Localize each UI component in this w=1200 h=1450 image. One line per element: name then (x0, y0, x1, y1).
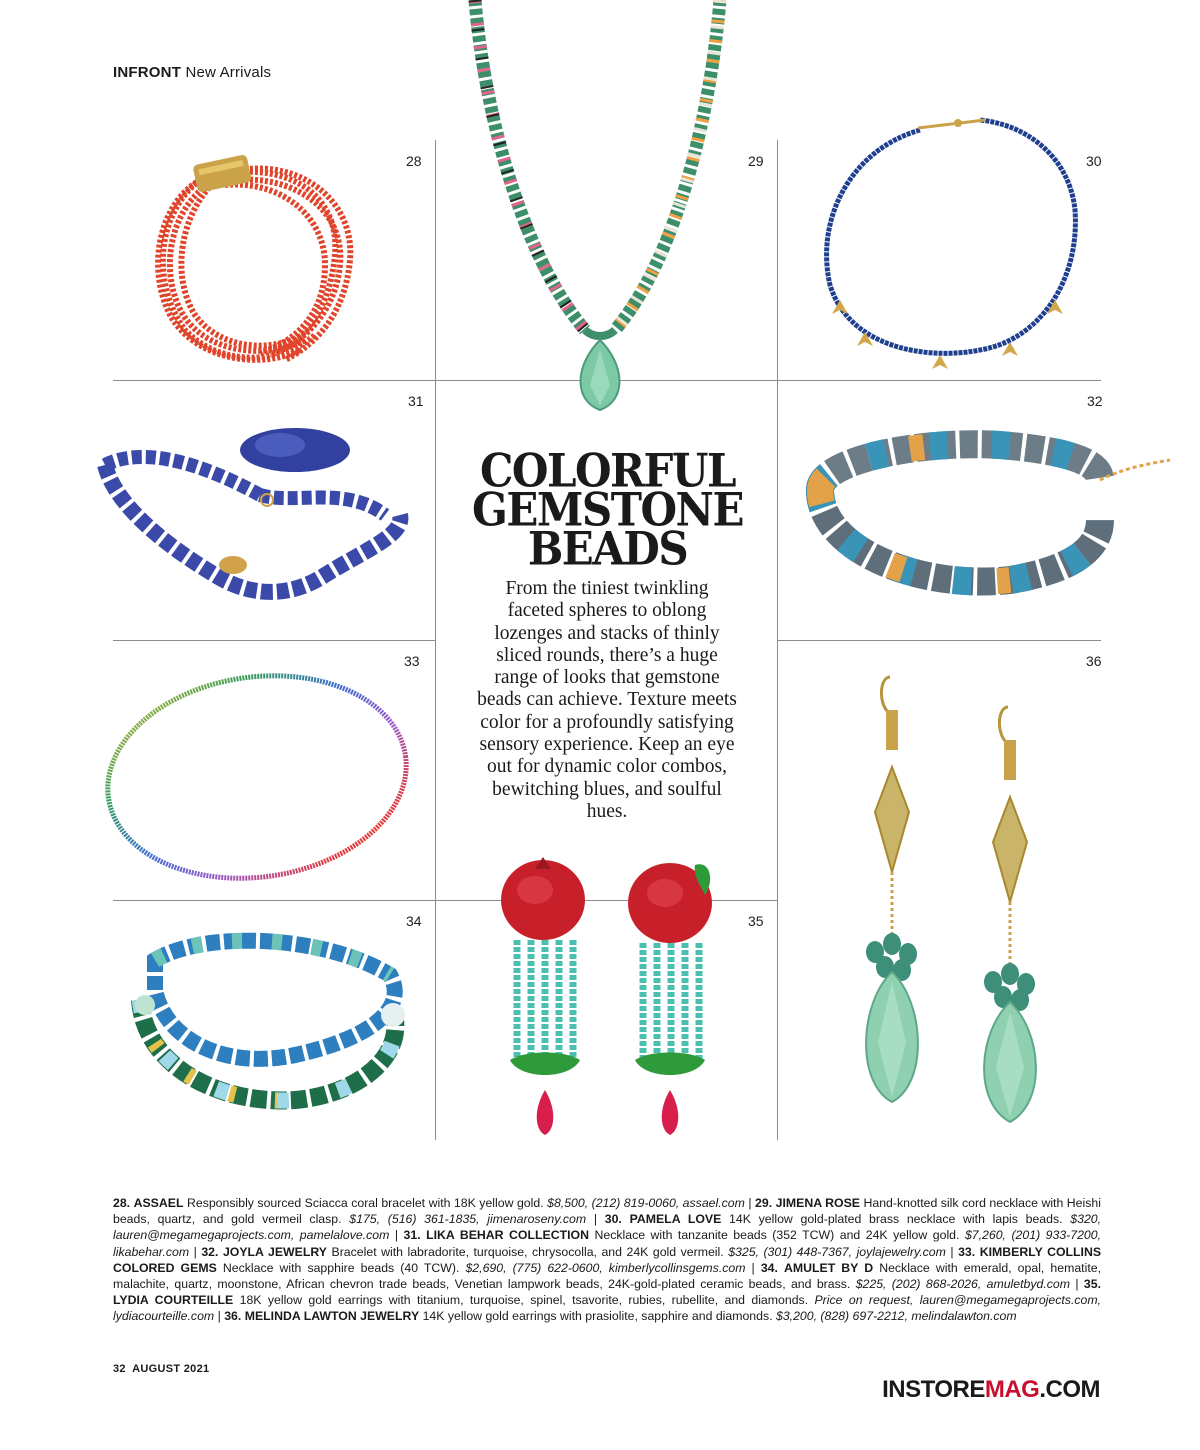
credit-description: 14K yellow gold-plated brass necklace with lapis beads. (729, 1212, 1063, 1227)
issue-date: AUGUST 2021 (132, 1363, 210, 1375)
credit-brand: PAMELA LOVE (629, 1212, 722, 1227)
credit-number: 35. (1083, 1277, 1102, 1292)
feature-title-line: COLORFUL (479, 444, 735, 498)
credit-brand: AMULET BY D (784, 1260, 874, 1275)
item-number-36: 36 (1086, 653, 1102, 669)
grid-rule-h2b (777, 640, 1101, 641)
credit-number: 36. (224, 1309, 242, 1324)
credit-price: $8,500, (212) 819-0060, assael.com (547, 1196, 745, 1210)
item-number-32: 32 (1087, 393, 1103, 409)
credit-brand: KIMBERLY COLLINS COLORED GEMS (113, 1244, 1102, 1275)
feature-title (470, 444, 745, 576)
item-number-33: 33 (404, 653, 420, 669)
credit-28 (113, 1196, 745, 1210)
tanzanite-necklace-image (85, 425, 415, 610)
grid-rule-v1 (435, 140, 436, 1140)
sapphire-rainbow-necklace-image (100, 670, 415, 885)
item-number-28: 28 (406, 153, 422, 169)
credit-number: 32. (201, 1244, 219, 1259)
site-logo-tail: .COM (1039, 1376, 1100, 1403)
section-header (113, 64, 271, 81)
feature-title-line: GEMSTONE (472, 483, 743, 537)
credit-price: $320, lauren@megamegaprojects.com, pamelalove.com (113, 1212, 1102, 1243)
credit-number: 33. (958, 1244, 976, 1259)
grid-rule-h2a (113, 640, 435, 641)
item-number-30: 30 (1086, 153, 1102, 169)
credit-description: Necklace with sapphire beads (40 TCW). (222, 1260, 460, 1275)
multi-bead-necklace-image (125, 920, 415, 1135)
product-credits: 28. ASSAEL Responsibly sourced Sciacca coral bracelet with 18K yellow gold. $8,500, (212) 819-0060, assael.com | 29. JIMENA ROSE Hand-knotted silk cord necklace with Heishi beads, quartz, and gold vermeil clasp. $175, (516) 361-1835, jimenaroseny.com | 30. PAMELA LOVE 14K yellow gold-plated brass necklace with lapis beads. $320, lauren@megamegaprojects.com, pamelalove.com | 31. LIKA BEHAR COLLECTION Necklace with tanzanite beads (352 TCW) and 24K yellow gold. $7,260, (201) 933-7200, likabehar.com | 32. JOYLA JEWELRY Bracelet with labradorite, turquoise, chrysocolla, and 24K gold vermeil. $325, (301) 448-7367, joylajewelry.com | 33. KIMBERLY COLLINS COLORED GEMS Necklace with sapphire beads (40 TCW). $2,690, (775) 622-0600, kimberlycollinsgems.com | 34. AMULET BY D Necklace with emerald, opal, hematite, malachite, quartz, moonstone, African chevron trade beads, Venetian lampwork beads, 24K-gold-plated ceramic beads, and brass. $225, (202) 868-2026, amuletbyd.com | 35. LYDIA COURTEILLE 18K yellow gold earrings with titanium, turquoise, spinel, tsavorite, rubies, rubellite, and diamonds. Price on request, lauren@megamegaprojects.com, lydiacourteille.com | 36. MELINDA LAWTON JEWELRY 14K yellow gold earrings with prasiolite, sapphire and diamonds. $3,200, (828) 697-2212, melindalawton.com (113, 1196, 1102, 1324)
credit-number: 31. (403, 1228, 421, 1243)
credit-description: Responsibly sourced Sciacca coral bracelet with 18K yellow gold. (186, 1196, 544, 1210)
credit-description: Necklace with emerald, opal, hematite, malachite, quartz, moonstone, African chevron trade beads, Venetian lampwork beads, 24K-gold-plated ceramic beads, and brass. (113, 1260, 1101, 1292)
site-logo[interactable] (882, 1376, 1100, 1404)
credit-brand: ASSAEL (133, 1196, 184, 1210)
credit-price: $175, (516) 361-1835, jimenaroseny.com (349, 1212, 587, 1227)
credit-price: Price on request, lauren@megamegaprojects.com, lydiacourteille.com (113, 1293, 1102, 1324)
labradorite-turquoise-bracelet-image (800, 430, 1180, 605)
credit-brand: LIKA BEHAR COLLECTION (426, 1228, 589, 1243)
credit-description: Bracelet with labradorite, turquoise, chrysocolla, and 24K gold vermeil. (331, 1244, 724, 1259)
credit-price: $7,260, (201) 933-7200, likabehar.com (113, 1228, 1102, 1259)
site-logo-main: INSTORE (882, 1376, 985, 1403)
credit-price: $3,200, (828) 697-2212, melindalawton.com (775, 1309, 1017, 1324)
credit-brand: JIMENA ROSE (775, 1196, 860, 1210)
credit-price: $2,690, (775) 622-0600, kimberlycollinsgems.com (465, 1260, 746, 1275)
feature-title-line: BEADS (527, 522, 688, 576)
page-folio (113, 1363, 209, 1375)
credit-description: 14K yellow gold earrings with prasiolite, sapphire and diamonds. (422, 1309, 773, 1324)
feature-intro: From the tiniest twinkling faceted spheres to oblong lozenges and stacks of thinly sliced rounds, there’s a huge range of looks that gemstone beads can achieve. Texture meets color for a profoundly satisfying sensory experience. Keep an eye out for dynamic color combos, bewitching blues, and soulful hues. (477, 578, 737, 822)
site-logo-accent: MAG (984, 1376, 1040, 1403)
section-label: INFRONT (113, 64, 182, 81)
page-number: 32 (113, 1363, 126, 1375)
credit-32 (201, 1245, 946, 1259)
credit-description: Necklace with tanzanite beads (352 TCW) and 24K yellow gold. (594, 1228, 960, 1243)
heishi-bead-necklace-image (465, 0, 740, 415)
prasiolite-drop-earrings-image (850, 672, 1080, 1137)
credit-description: Hand-knotted silk cord necklace with Heishi beads, quartz, and gold vermeil clasp. (113, 1196, 1101, 1227)
credit-number: 29. (755, 1196, 773, 1210)
credit-number: 28. (113, 1196, 131, 1210)
lapis-necklace-image (810, 110, 1085, 375)
credit-number: 30. (604, 1212, 622, 1227)
credit-price: $225, (202) 868-2026, amuletbyd.com (855, 1277, 1070, 1292)
credit-description: 18K yellow gold earrings with titanium, turquoise, spinel, tsavorite, rubies, rubellite, and diamonds. (239, 1293, 809, 1308)
item-number-35: 35 (748, 913, 764, 929)
item-number-31: 31 (408, 393, 424, 409)
subsection-label: New Arrivals (185, 64, 272, 81)
credit-brand: JOYLA JEWELRY (222, 1244, 327, 1259)
credit-number: 34. (760, 1260, 778, 1275)
credit-brand: MELINDA LAWTON JEWELRY (244, 1309, 420, 1324)
item-number-29: 29 (748, 153, 764, 169)
credit-brand: LYDIA COURTEILLE (113, 1293, 234, 1308)
item-number-34: 34 (406, 913, 422, 929)
credit-price: $325, (301) 448-7367, joylajewelry.com (728, 1244, 946, 1259)
coral-bracelet-image (140, 155, 410, 375)
credit-36 (224, 1309, 1016, 1323)
pomegranate-earrings-image (495, 855, 720, 1165)
